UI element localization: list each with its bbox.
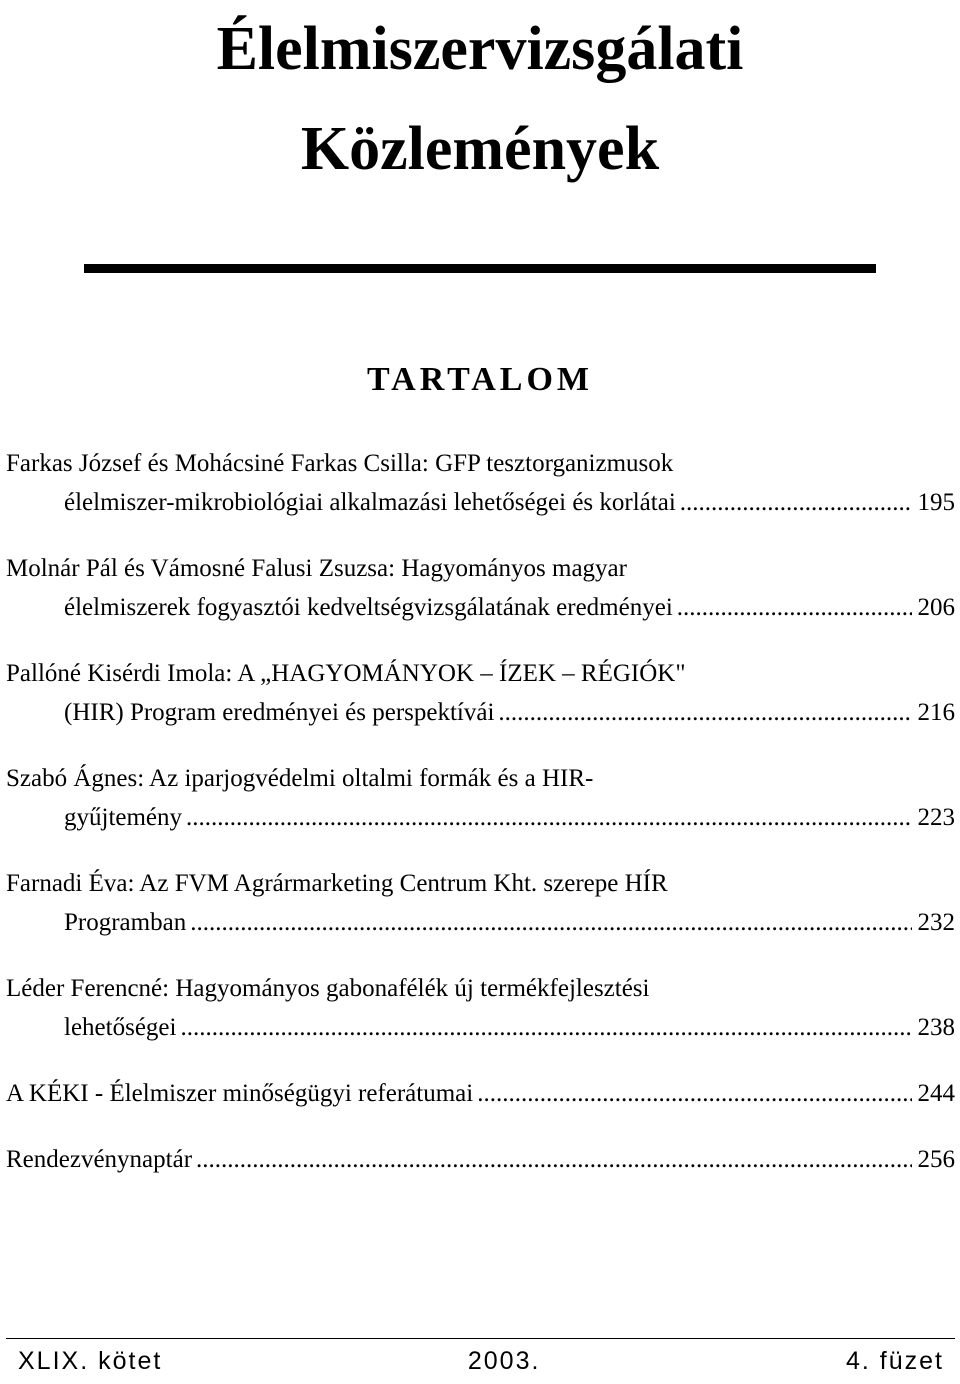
toc-heading: TARTALOM	[367, 361, 593, 398]
toc-entry-title-continued: gyűjtemény	[64, 804, 183, 831]
toc-entry-title: A KÉKI - Élelmiszer minőségügyi referátumai	[6, 1080, 474, 1107]
toc-page-number: 244	[917, 1080, 955, 1107]
volume-label: XLIX. kötet	[18, 1347, 163, 1375]
year-label: 2003.	[467, 1347, 541, 1375]
toc-entry-title: Rendezvénynaptár	[6, 1146, 193, 1173]
toc-entry-title-continued: lehetőségei	[64, 1014, 177, 1041]
toc-entry-title-continued: élelmiszerek fogyasztói kedveltségvizsgálatának eredményei	[64, 594, 673, 621]
dot-leader	[680, 483, 912, 522]
toc-entry[interactable]	[6, 444, 955, 522]
toc-entry-author-title: Molnár Pál és Vámosné Falusi Zsuzsa: Hagyományos magyar	[6, 555, 627, 582]
dot-leader	[186, 798, 911, 837]
toc-entry[interactable]	[6, 1140, 955, 1179]
footer-divider	[6, 1338, 955, 1339]
journal-title-line-1: Élelmiszervizsgálati	[216, 15, 744, 83]
toc-entry-author-title: Farnadi Éva: Az FVM Agrármarketing Centrum Kht. szerepe HÍR	[6, 870, 668, 897]
toc-entry[interactable]	[6, 549, 955, 627]
dot-leader	[477, 1074, 911, 1113]
toc-page-number: 216	[917, 699, 955, 726]
toc-entry-author-title: Léder Ferencné: Hagyományos gabonafélék új termékfejlesztési	[6, 975, 650, 1002]
dot-leader	[196, 1140, 911, 1179]
toc-entry[interactable]	[6, 1074, 955, 1113]
toc-entry-title-continued: Programban	[64, 909, 187, 936]
toc-page-number: 256	[917, 1146, 955, 1173]
toc-page-number: 195	[917, 489, 955, 516]
toc-entry[interactable]	[6, 864, 955, 942]
dot-leader	[677, 588, 912, 627]
toc-entry[interactable]	[6, 969, 955, 1047]
toc-entry[interactable]	[6, 759, 955, 837]
dot-leader	[180, 1008, 911, 1047]
toc-page-number: 223	[917, 804, 955, 831]
table-of-contents	[6, 444, 955, 1179]
footer	[18, 1344, 944, 1378]
title-divider	[84, 264, 876, 273]
toc-entry-title-continued: (HIR) Program eredményei és perspektívái	[64, 699, 495, 726]
toc-page-number: 206	[917, 594, 955, 621]
toc-entry-author-title: Pallóné Kisérdi Imola: A „HAGYOMÁNYOK – ÍZEK – RÉGIÓK"	[6, 660, 686, 687]
toc-entry-author-title: Szabó Ágnes: Az iparjogvédelmi oltalmi formák és a HIR-	[6, 765, 594, 792]
dot-leader	[190, 903, 911, 942]
dot-leader	[498, 693, 911, 732]
toc-page-number: 238	[917, 1014, 955, 1041]
toc-entry[interactable]	[6, 654, 955, 732]
toc-page-number: 232	[917, 909, 955, 936]
toc-entry-author-title: Farkas József és Mohácsiné Farkas Csilla: GFP tesztorganizmusok	[6, 450, 674, 477]
issue-label: 4. füzet	[845, 1347, 944, 1375]
toc-entry-title-continued: élelmiszer-mikrobiológiai alkalmazási lehetőségei és korlátai	[64, 489, 676, 516]
journal-title-line-2: Közlemények	[300, 115, 660, 183]
